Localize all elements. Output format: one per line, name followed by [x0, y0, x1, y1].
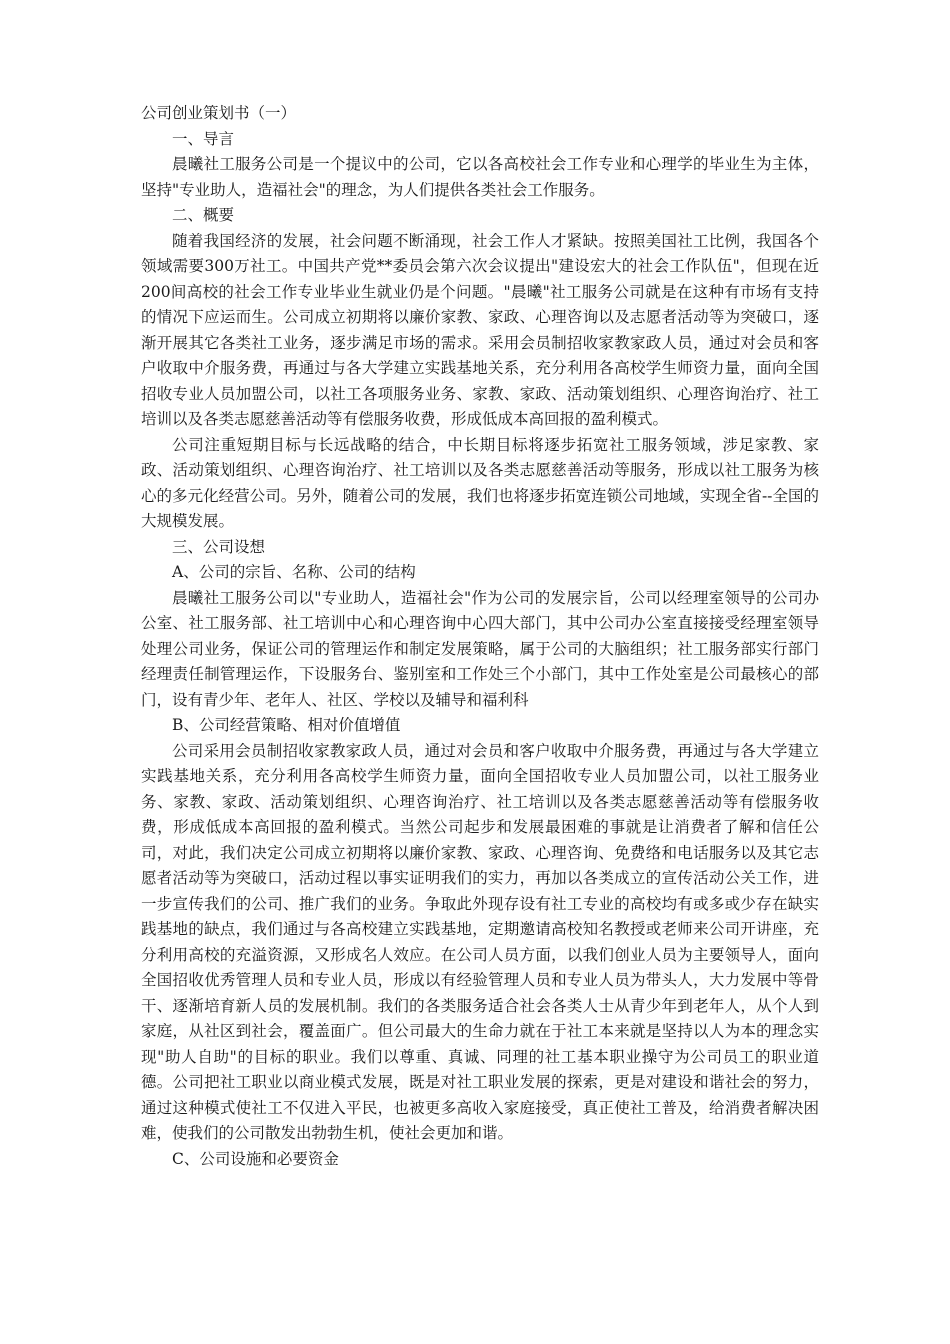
subsection-heading-c: C、公司设施和必要资金: [172, 1149, 339, 1168]
paragraph-section-a: 晨曦社工服务公司以"专业助人，造福社会"作为公司的发展宗旨，公司以经理室领导的公司办公室、社工服务部、社工培训中心和心理咨询中心四大部门，其中公司办公室直接接受经理室领导处理公司业务，保证公司的管理运作和制定发展策略，属于公司的大脑组织；社工服务部实行部门经理责任制管理运作，下设服务台、鉴别室和工作处三个小部门，其中工作处室是公司最核心的部门，设有青少年、老年人、社区、学校以及辅导和福利科: [141, 588, 819, 709]
subsection-heading-b: B、公司经营策略、相对价值增值: [172, 716, 401, 734]
section-heading-company-concept: 三、公司设想: [172, 537, 266, 556]
paragraph-intro: 晨曦社工服务公司是一个提议中的公司，它以各高校社会工作专业和心理学的毕业生为主体，坚持"专业助人，造福社会"的理念，为人们提供各类社会工作服务。: [141, 155, 819, 199]
paragraph-overview-1: 随着我国经济的发展，社会问题不断涌现，社会工作人才紧缺。按照美国社工比例，我国各个领域需要300万社工。中国共产党**委员会第六次会议提出"建设宏大的社会工作队伍"，但现在近200间高校的社会工作专业毕业生就业仍是个问题。"晨曦"社工服务公司就是在这种有市场有支持的情况下应运而生。公司成立初期将以廉价家教、家政、心理咨询以及志愿者活动等为突破口，逐渐开展其它各类社工业务，逐步满足市场的需求。采用会员制招收家教家政人员，通过对会员和客户收取中介服务费，再通过与各大学建立实践基地关系，充分利用各高校学生师资力量，面向全国招收专业人员加盟公司，以社工各项服务业务、家教、家政、活动策划组织、心理咨询治疗、社工培训以及各类志愿慈善活动等有偿服务收费，形成低成本高回报的盈利模式。: [141, 231, 819, 428]
document-title: 公司创业策划书（一）: [141, 104, 297, 122]
paragraph-section-b: 公司采用会员制招收家教家政人员，通过对会员和客户收取中介服务费，再通过与各大学建立实践基地关系，充分利用各高校学生师资力量，面向全国招收专业人员加盟公司，以社工服务业务、家教、家政、活动策划组织、心理咨询治疗、社工培训以及各类志愿慈善活动等有偿服务收费，形成低成本高回报的盈利模式。当然公司起步和发展最困难的事就是让消费者了解和信任公司，对此，我们决定公司成立初期将以廉价家教、家政、心理咨询、免费络和电话服务以及其它志愿者活动等为突破口，活动过程以事实证明我们的实力，再加以各类成立的宣传活动公关工作，进一步宣传我们的公司、推广我们的业务。争取此外现存设有社工专业的高校均有或多或少存在缺实践基地的缺点，我们通过与各高校建立实践基地，定期邀请高校知名教授或老师来公司开讲座，充分利用高校的充溢资源，又形成名人效应。在公司人员方面，以我们创业人员为主要领导人，面向全国招收优秀管理人员和专业人员，形成以有经验管理人员和专业人员为带头人，大力发展中等骨干、逐渐培育新人员的发展机制。我们的各类服务适合社会各类人士从青少年到老年人，从个人到家庭，从社区到社会，覆盖面广。但公司最大的生命力就在于社工本来就是坚持以人为本的理念实现"助人自助"的目标的职业。我们以尊重、真诚、同理的社工基本职业操守为公司员工的职业道德。公司把社工职业以商业模式发展，既是对社工职业发展的探索，更是对建设和谐社会的努力，通过这种模式使社工不仅进入平民，也被更多高收入家庭接受，真正使社工普及，给消费者解决困难，使我们的公司散发出勃勃生机，使社会更加和谐。: [141, 741, 819, 1142]
section-heading-intro: 一、导言: [172, 129, 235, 148]
document-body: [141, 101, 819, 1172]
paragraph-overview-2: 公司注重短期目标与长远战略的结合，中长期目标将逐步拓宽社工服务领域，涉足家教、家政、活动策划组织、心理咨询治疗、社工培训以及各类志愿慈善活动等服务，形成以社工服务为核心的多元化经营公司。另外，随着公司的发展，我们也将逐步拓宽连锁公司地域，实现全省--全国的大规模发展。: [141, 435, 819, 530]
section-heading-overview: 二、概要: [172, 206, 235, 224]
subsection-heading-a: A、公司的宗旨、名称、公司的结构: [172, 563, 416, 581]
